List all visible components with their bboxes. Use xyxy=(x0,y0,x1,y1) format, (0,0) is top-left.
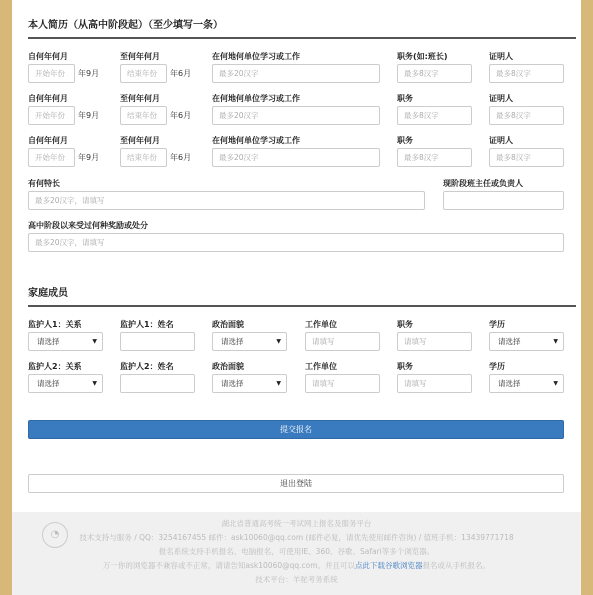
witness-input[interactable]: 最多8汉字 xyxy=(489,148,564,167)
politics-select[interactable] xyxy=(212,374,287,393)
footer-tech: 技术平台：羊驼考务系统 xyxy=(255,575,338,584)
footer-platform: 湖北省普通高考统一考试网上报名及服务平台 xyxy=(221,519,372,528)
guardian-name-input[interactable] xyxy=(120,332,195,351)
relation-select-value: 请选择 xyxy=(37,337,60,346)
logout-button[interactable]: 退出登陆 xyxy=(28,474,564,493)
relation-select-value: 请选择 xyxy=(37,379,60,388)
job-label: 职务 xyxy=(397,136,413,145)
witness-label: 证明人 xyxy=(489,94,513,103)
place-label: 在何地何单位学习或工作 xyxy=(212,94,300,103)
caret-down-icon: ▼ xyxy=(92,338,97,345)
resume-section-title: 本人简历（从高中阶段起）（至少填写一条） xyxy=(28,20,223,31)
form-page xyxy=(12,0,581,595)
politics-select[interactable] xyxy=(212,332,287,351)
name-label: 监护人1：姓名 xyxy=(120,320,174,329)
politics-select-value: 请选择 xyxy=(221,337,244,346)
footer xyxy=(12,512,581,595)
start-month-text: 年9月 xyxy=(78,69,100,78)
start-year-input[interactable]: 开始年份 xyxy=(28,106,75,125)
job-input[interactable]: 最多8汉字 xyxy=(397,148,472,167)
end-year-input[interactable]: 结束年份 xyxy=(120,64,167,83)
teacher-input[interactable] xyxy=(443,191,564,210)
start-year-input[interactable]: 开始年份 xyxy=(28,148,75,167)
end-year-input[interactable]: 结束年份 xyxy=(120,148,167,167)
work-label: 工作单位 xyxy=(305,362,337,371)
education-select-value: 请选择 xyxy=(498,379,521,388)
politics-label: 政治面貌 xyxy=(212,362,244,371)
specialty-input[interactable]: 最多20汉字，请填写 xyxy=(28,191,425,210)
to-date-label: 至何年何月 xyxy=(120,52,160,61)
to-date-label: 至何年何月 xyxy=(120,136,160,145)
relation-label: 监护人2：关系 xyxy=(28,362,82,371)
from-date-label: 自何年何月 xyxy=(28,136,68,145)
name-label: 监护人2：姓名 xyxy=(120,362,174,371)
education-select-value: 请选择 xyxy=(498,337,521,346)
caret-down-icon: ▼ xyxy=(276,380,281,387)
end-month-text: 年6月 xyxy=(170,111,192,120)
resume-divider xyxy=(28,37,576,39)
footer-compat xyxy=(12,560,581,571)
end-month-text: 年6月 xyxy=(170,69,192,78)
start-month-text: 年9月 xyxy=(78,153,100,162)
guardian-name-input[interactable] xyxy=(120,374,195,393)
specialty-label: 有何特长 xyxy=(28,179,60,188)
work-label: 工作单位 xyxy=(305,320,337,329)
family-divider xyxy=(28,305,576,307)
from-date-label: 自何年何月 xyxy=(28,94,68,103)
job-label: 职务 xyxy=(397,94,413,103)
family-job-label: 职务 xyxy=(397,320,413,329)
relation-select[interactable] xyxy=(28,332,103,351)
footer-compat-text-2: 报名或从手机报名。 xyxy=(422,561,491,570)
job-input[interactable]: 最多8汉字 xyxy=(397,106,472,125)
family-section-title: 家庭成员 xyxy=(28,288,68,299)
place-input[interactable]: 最多20汉字 xyxy=(212,148,380,167)
witness-label: 证明人 xyxy=(489,52,513,61)
education-label: 学历 xyxy=(489,362,505,371)
work-unit-input[interactable]: 请填写 xyxy=(305,374,380,393)
witness-label: 证明人 xyxy=(489,136,513,145)
relation-label: 监护人1：关系 xyxy=(28,320,82,329)
logo-icon: ◔ xyxy=(42,522,68,548)
from-date-label: 自何年何月 xyxy=(28,52,68,61)
end-year-input[interactable]: 结束年份 xyxy=(120,106,167,125)
teacher-label: 现阶段班主任或负责人 xyxy=(443,179,523,188)
footer-browsers: 报名系统支持手机报名、电脑报名，可使用IE、360、谷歌、Safari等多个浏览器。 xyxy=(158,547,435,556)
footer-support: 技术支持与服务 / QQ：3254167455 邮件：ask10060@qq.com (邮件必复，请优先使用邮件咨询) / 值班手机：13439771718 xyxy=(79,533,514,542)
education-select[interactable] xyxy=(489,332,564,351)
place-input[interactable]: 最多20汉字 xyxy=(212,64,380,83)
to-date-label: 至何年何月 xyxy=(120,94,160,103)
politics-label: 政治面貌 xyxy=(212,320,244,329)
witness-input[interactable]: 最多8汉字 xyxy=(489,64,564,83)
family-job-input[interactable]: 请填写 xyxy=(397,374,472,393)
place-label: 在何地何单位学习或工作 xyxy=(212,136,300,145)
job-input[interactable]: 最多8汉字 xyxy=(397,64,472,83)
place-label: 在何地何单位学习或工作 xyxy=(212,52,300,61)
witness-input[interactable]: 最多8汉字 xyxy=(489,106,564,125)
caret-down-icon: ▼ xyxy=(276,338,281,345)
end-month-text: 年6月 xyxy=(170,153,192,162)
download-chrome-link[interactable]: 点此下载谷歌浏览器 xyxy=(355,561,423,570)
caret-down-icon: ▼ xyxy=(553,338,558,345)
work-unit-input[interactable]: 请填写 xyxy=(305,332,380,351)
start-year-input[interactable]: 开始年份 xyxy=(28,64,75,83)
family-job-input[interactable]: 请填写 xyxy=(397,332,472,351)
place-input[interactable]: 最多20汉字 xyxy=(212,106,380,125)
footer-compat-text: 万一你的浏览器不兼容或不正常，请请告知ask10060@qq.com。并且可以 xyxy=(102,561,356,570)
education-label: 学历 xyxy=(489,320,505,329)
education-select[interactable] xyxy=(489,374,564,393)
job-label: 职务(如:班长) xyxy=(397,52,448,61)
caret-down-icon: ▼ xyxy=(553,380,558,387)
awards-label: 高中阶段以来受过何种奖励或处分 xyxy=(28,221,148,230)
family-job-label: 职务 xyxy=(397,362,413,371)
relation-select[interactable] xyxy=(28,374,103,393)
submit-button[interactable]: 提交报名 xyxy=(28,420,564,439)
start-month-text: 年9月 xyxy=(78,111,100,120)
politics-select-value: 请选择 xyxy=(221,379,244,388)
awards-input[interactable]: 最多20汉字，请填写 xyxy=(28,233,564,252)
caret-down-icon: ▼ xyxy=(92,380,97,387)
